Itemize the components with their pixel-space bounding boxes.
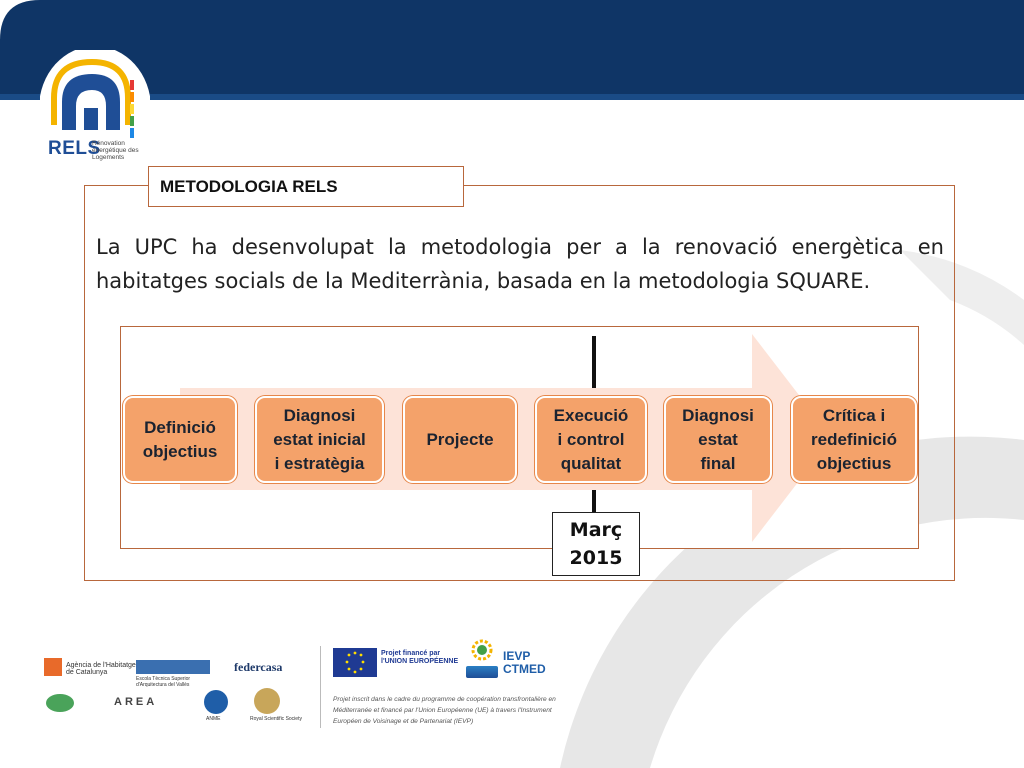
- step-definicio-objectius: Definició objectius: [123, 396, 237, 483]
- step-critica-redefinicio: Crítica i redefinició objectius: [791, 396, 917, 483]
- partner-logos: [40, 650, 310, 730]
- agencia-habitatge-logo: [44, 658, 62, 676]
- partner-agencia: Agència de l'Habitatge de Catalunya: [66, 662, 136, 676]
- partner-etsav: Escola Tècnica Superior d'Arquitectura del Vallès: [136, 676, 191, 688]
- ctmed-sun-icon: [466, 634, 498, 666]
- partner-federcasa: federcasa: [234, 660, 283, 674]
- step-execucio-control: Execució i control qualitat: [535, 396, 647, 483]
- eu-flag-icon: [333, 648, 377, 677]
- section-title: METODOLOGIA RELS: [160, 177, 338, 196]
- step-diagnosi-estat-final: Diagnosi estat final: [664, 396, 772, 483]
- milestone-date: Març 2015: [552, 512, 640, 576]
- timeline-marker-top: [592, 336, 596, 388]
- anme-logo: [204, 690, 228, 714]
- timeline-marker-bottom: [592, 490, 596, 514]
- etsav-logo: [136, 660, 210, 674]
- green-partner-logo: [46, 694, 74, 712]
- eu-funding-label: Projet financé par l'UNION EUROPÉENNE: [381, 650, 459, 665]
- step-diagnosi-estat-inicial: Diagnosi estat inicial i estratègia: [255, 396, 384, 483]
- partner-area: AREA: [114, 696, 158, 708]
- header-band: [0, 0, 1024, 100]
- footer-separator: [320, 646, 321, 728]
- step-projecte: Projecte: [403, 396, 517, 483]
- partner-anme: ANME: [206, 716, 221, 722]
- rss-logo: [254, 688, 280, 714]
- footer-note: Projet inscrit dans le cadre du programme de coopération transfrontalière en Méditerranée et financé par l'Union Européenne (UE) à travers l'Instrument Européen de Voisinage et de Partenariat (IEVP): [333, 696, 556, 725]
- ievp-ctmed-label: IEVP CTMED: [503, 649, 546, 676]
- ctmed-waves-icon: [466, 666, 498, 678]
- intro-paragraph: La UPC ha desenvolupat la metodologia per a la renovació energètica en habitatges socials de la Mediterrània, basada en la metodologia SQUARE.: [96, 235, 944, 293]
- logo-tagline: Rénovation énergétique des Logements: [92, 140, 139, 161]
- partner-rss: Royal Scientific Society: [250, 716, 302, 722]
- logo-name: RELS: [48, 138, 101, 159]
